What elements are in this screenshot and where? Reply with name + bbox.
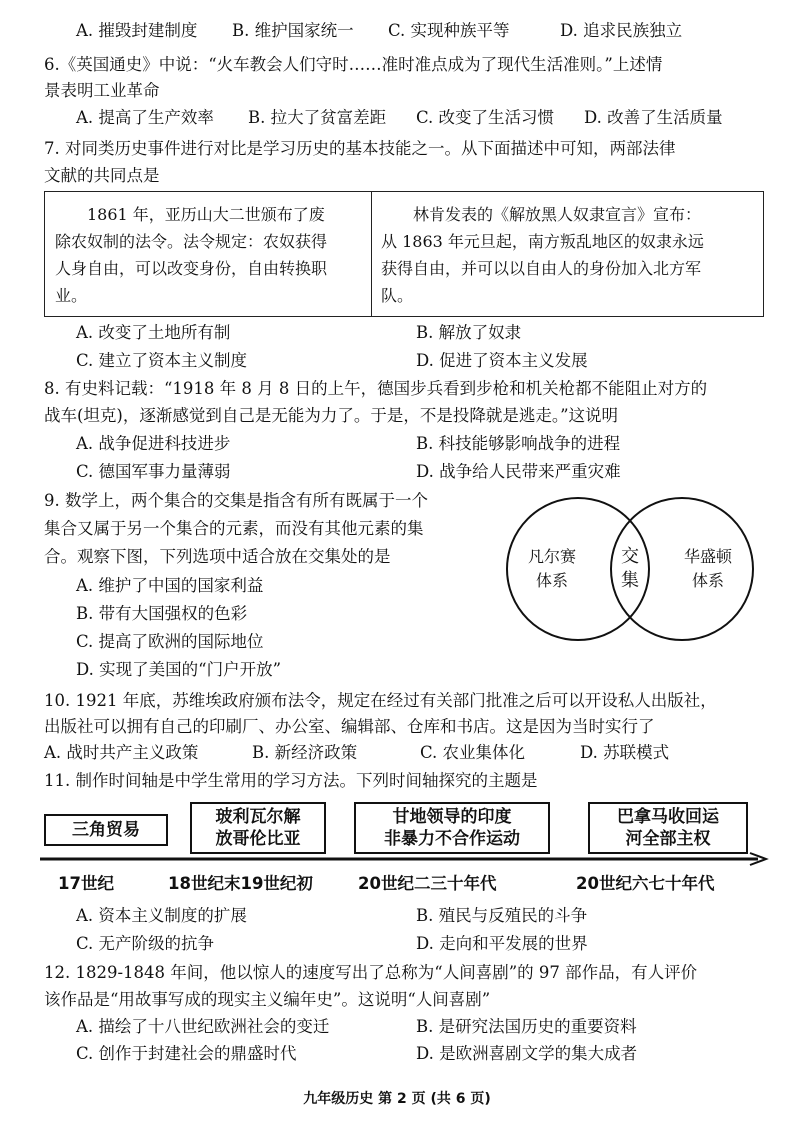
q12-stem-line2: 该作品是“用故事写成的现实主义编年史”。这说明“人间喜剧”: [44, 990, 491, 1009]
timeline-box-text: 玻利瓦尔解: [215, 807, 301, 827]
venn-right-label-1: 华盛顿: [683, 547, 733, 566]
q5-option-d: D. 追求民族独立: [560, 21, 683, 40]
q6-option-d: D. 改善了生活质量: [584, 108, 723, 127]
q6-stem-line2: 景表明工业革命: [44, 81, 160, 100]
right-cell-line: 队。: [381, 286, 414, 305]
q9-option-a: A. 维护了中国的国家利益: [76, 576, 264, 595]
q8-option-d: D. 战争给人民带来严重灾难: [416, 462, 621, 481]
timeline-box-text: 甘地领导的印度: [392, 807, 512, 827]
q8-stem-line1: 8. 有史料记载：“1918 年 8 月 8 日的上午，德国步兵看到步枪和机关枪都不能阻止对方的: [44, 379, 708, 398]
q9-stem-line1: 9. 数学上，两个集合的交集是指含有所有既属于一个: [44, 491, 428, 510]
q7-stem-line2: 文献的共同点是: [44, 166, 160, 185]
timeline-box-4: [588, 802, 748, 854]
venn-center-label-2: 集: [621, 570, 639, 591]
left-cell-line: 除农奴制的法令。法令规定：农奴获得: [55, 232, 328, 251]
q11-option-c: C. 无产阶级的抗争: [76, 934, 215, 953]
q11-option-a: A. 资本主义制度的扩展: [76, 906, 247, 925]
q9-option-b: B. 带有大国强权的色彩: [76, 604, 248, 623]
table-divider: [371, 192, 372, 316]
q9-stem-line2: 集合又属于另一个集合的元素，而没有其他元素的集: [44, 519, 424, 538]
timeline-label-1: 17世纪: [58, 874, 114, 893]
venn-left-label-2: 体系: [535, 571, 569, 590]
venn-left-circle: [507, 498, 649, 640]
right-cell-line: 从 1863 年元旦起，南方叛乱地区的奴隶永远: [381, 232, 704, 251]
right-cell-line: 林肯发表的《解放黑人奴隶宣言》宣布：: [413, 205, 702, 224]
q6-option-b: B. 拉大了贫富差距: [248, 108, 387, 127]
q10-option-d: D. 苏联模式: [580, 743, 670, 762]
q7-stem-line1: 7. 对同类历史事件进行对比是学习历史的基本技能之一。从下面描述中可知，两部法律: [44, 139, 676, 158]
q6-stem-line1: 6.《英国通史》中说：“火车教会人们守时……准时准点成为了现代生活准则。”上述情: [44, 55, 663, 74]
timeline-box-1: [44, 814, 168, 846]
q6-option-a: A. 提高了生产效率: [76, 108, 214, 127]
q8-option-b: B. 科技能够影响战争的进程: [416, 434, 621, 453]
q9-option-c: C. 提高了欧洲的国际地位: [76, 632, 264, 651]
timeline-label-3: 20世纪二三十年代: [358, 874, 497, 893]
timeline-box-3: [354, 802, 550, 854]
q5-option-b: B. 维护国家统一: [232, 21, 354, 40]
q9-stem-line3: 合。观察下图，下列选项中适合放在交集处的是: [44, 547, 391, 566]
q6-option-c: C. 改变了生活习惯: [416, 108, 555, 127]
q7-comparison-table: [44, 191, 764, 317]
right-cell-line: 获得自由，并可以以自由人的身份加入北方军: [381, 259, 702, 278]
left-cell-line: 1861 年，亚历山大二世颁布了废: [87, 205, 325, 224]
timeline-label-4: 20世纪六七十年代: [576, 874, 715, 893]
timeline-box-text: 三角贸易: [72, 820, 140, 840]
q10-stem-line1: 10. 1921 年底，苏维埃政府颁布法令，规定在经过有关部门批准之后可以开设私人出版社，: [44, 691, 717, 710]
timeline-box-text: 河全部主权: [625, 829, 711, 849]
q8-option-a: A. 战争促进科技进步: [76, 434, 231, 453]
q12-stem-line1: 12. 1829-1848 年间，他以惊人的速度写出了总称为“人间喜剧”的 97 部作品，有人评价: [44, 963, 698, 982]
venn-center-label-1: 交: [621, 546, 639, 567]
venn-diagram: [490, 496, 780, 646]
timeline-axis: [40, 852, 770, 866]
page-footer: 九年级历史 第 2 页 (共 6 页): [303, 1091, 491, 1107]
q12-option-c: C. 创作于封建社会的鼎盛时代: [76, 1044, 297, 1063]
venn-right-label-2: 体系: [691, 571, 725, 590]
timeline-box-text: 非暴力不合作运动: [384, 829, 520, 849]
q7-option-c: C. 建立了资本主义制度: [76, 351, 248, 370]
q7-option-d: D. 促进了资本主义发展: [416, 351, 588, 370]
q7-option-a: A. 改变了土地所有制: [76, 323, 231, 342]
q11-stem: 11. 制作时间轴是中学生常用的学习方法。下列时间轴探究的主题是: [44, 771, 538, 790]
q5-option-c: C. 实现种族平等: [388, 21, 510, 40]
q11-option-b: B. 殖民与反殖民的斗争: [416, 906, 588, 925]
q5-option-a: A. 摧毁封建制度: [76, 21, 198, 40]
q9-option-d: D. 实现了美国的“门户开放”: [76, 660, 282, 679]
q8-option-c: C. 德国军事力量薄弱: [76, 462, 231, 481]
left-cell-line: 人身自由，可以改变身份，自由转换职: [55, 259, 328, 278]
q10-option-c: C. 农业集体化: [420, 743, 526, 762]
timeline-box-text: 巴拿马收回运: [617, 807, 719, 827]
q11-option-d: D. 走向和平发展的世界: [416, 934, 588, 953]
q7-left-cell: [55, 201, 367, 309]
q8-stem-line2: 战车(坦克)，逐渐感觉到自己是无能为力了。于是，不是投降就是逃走。”这说明: [44, 406, 619, 425]
venn-right-circle: [611, 498, 753, 640]
timeline-label-2: 18世纪末19世纪初: [168, 874, 313, 893]
q7-option-b: B. 解放了奴隶: [416, 323, 522, 342]
q7-right-cell: [381, 201, 755, 309]
timeline-box-text: 放哥伦比亚: [215, 829, 301, 849]
q10-option-a: A. 战时共产主义政策: [44, 743, 199, 762]
q12-option-a: A. 描绘了十八世纪欧洲社会的变迁: [76, 1017, 330, 1036]
q12-option-d: D. 是欧洲喜剧文学的集大成者: [416, 1044, 638, 1063]
q10-option-b: B. 新经济政策: [252, 743, 358, 762]
venn-left-label-1: 凡尔赛: [527, 547, 577, 566]
timeline-box-2: [190, 802, 326, 854]
q12-option-b: B. 是研究法国历史的重要资料: [416, 1017, 637, 1036]
left-cell-line: 业。: [55, 286, 88, 305]
q10-stem-line2: 出版社可以拥有自己的印刷厂、办公室、编辑部、仓库和书店。这是因为当时实行了: [44, 717, 655, 736]
